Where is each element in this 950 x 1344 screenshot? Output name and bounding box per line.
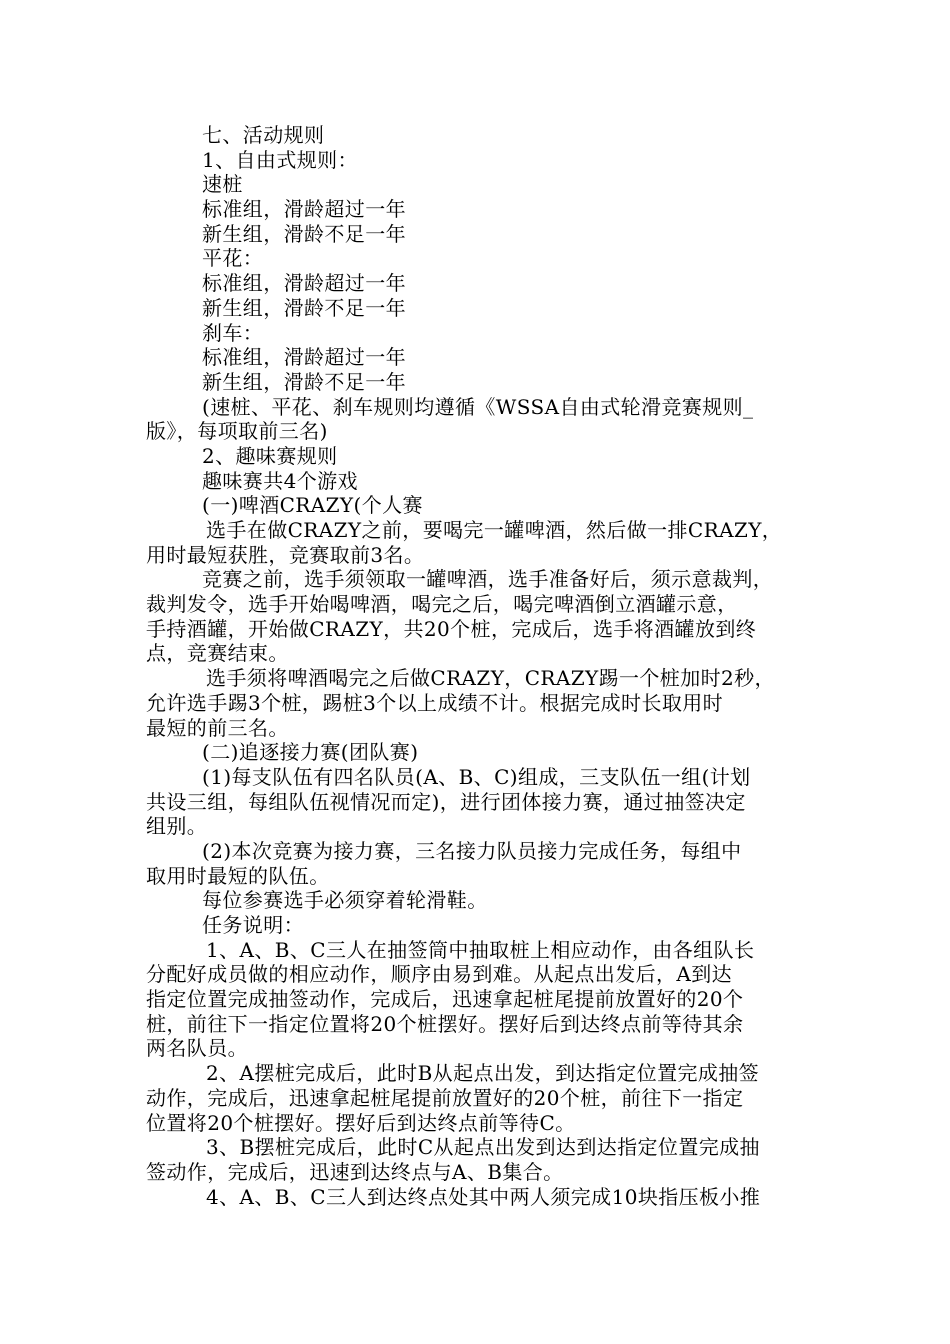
- task2-line1: 2、A摆桩完成后，此时B从起点出发，到达指定位置完成抽签: [206, 1061, 760, 1086]
- game1-para2-line3: 手持酒罐，开始做CRAZY，共20个桩，完成后，选手将酒罐放到终: [146, 616, 757, 641]
- game2-para2-line1: (2)本次竞赛为接力赛，三名接力队员接力完成任务，每组中: [202, 838, 742, 863]
- game1-para3-line2: 允许选手踢3个桩，踢桩3个以上成绩不计。根据完成时长取用时: [146, 690, 724, 715]
- game2-title: (二)追逐接力赛(团队赛): [202, 740, 419, 765]
- flat-standard-group: 标准组，滑龄超过一年: [202, 271, 406, 296]
- speed-slalom-title: 速桩: [202, 172, 243, 197]
- game2-para1-line2: 共设三组，每组队伍视情况而定)，进行团体接力赛，通过抽签决定: [146, 789, 746, 814]
- game2-para2-line2: 取用时最短的队伍。: [146, 863, 330, 888]
- task3-line2: 签动作，完成后，迅速到达终点与A、B集合。: [146, 1159, 564, 1184]
- task1-line2: 分配好成员做的相应动作，顺序由易到难。从起点出发后，A到达: [146, 962, 733, 987]
- game1-para2-line1: 竞赛之前，选手须领取一罐啤酒，选手准备好后，须示意裁判，: [202, 567, 774, 592]
- freestyle-rules-title: 1、自由式规则：: [202, 147, 358, 172]
- task1-line5: 两名队员。: [146, 1036, 248, 1061]
- game1-para1-line1: 选手在做CRAZY之前，要喝完一罐啤酒，然后做一排CRAZY，: [206, 518, 783, 542]
- game2-para1-line3: 组别。: [146, 814, 208, 839]
- document-page: [146, 123, 810, 1209]
- flat-new-group: 新生组，滑龄不足一年: [202, 295, 406, 320]
- game2-para1-line1: (1)每支队伍有四名队员(A、B、C)组成，三支队伍一组(计划: [202, 764, 751, 789]
- task1-line3: 指定位置完成抽签动作，完成后，迅速拿起桩尾提前放置好的20个: [146, 987, 744, 1012]
- game1-para2-line2: 裁判发令，选手开始喝啤酒，喝完之后，喝完啤酒倒立酒罐示意，: [146, 592, 738, 617]
- rules-note-line-1: (速桩、平花、刹车规则均遵循《WSSA自由式轮滑竞赛规则_: [202, 394, 754, 419]
- task2-line3: 位置将20个桩摆好。摆好后到达终点前等待C。: [146, 1110, 576, 1135]
- speed-new-group: 新生组，滑龄不足一年: [202, 221, 406, 246]
- speed-standard-group: 标准组，滑龄超过一年: [202, 197, 406, 222]
- game1-para2-line4: 点，竞赛结束。: [146, 641, 289, 666]
- brake-title: 刹车：: [202, 320, 264, 345]
- task2-line2: 动作，完成后，迅速拿起桩尾提前放置好的20个桩，前往下一指定: [146, 1085, 744, 1110]
- task-title: 任务说明：: [202, 913, 304, 937]
- task1-line4: 桩，前往下一指定位置将20个桩摆好。摆好后到达终点前等待其余: [146, 1011, 744, 1036]
- rules-note-line-2: 版》，每项取前三名): [146, 419, 328, 444]
- game1-para3-line1: 选手须将啤酒喝完之后做CRAZY，CRAZY踢一个桩加时2秒，: [206, 666, 775, 691]
- brake-new-group: 新生组，滑龄不足一年: [202, 369, 406, 394]
- game1-title: (一)啤酒CRAZY(个人赛: [202, 493, 423, 518]
- section-heading: 七、活动规则: [202, 123, 325, 147]
- task4-line1: 4、A、B、C三人到达终点处其中两人须完成10块指压板小推: [206, 1184, 761, 1209]
- flat-title: 平花：: [202, 246, 264, 271]
- task1-line1: 1、A、B、C三人在抽签筒中抽取桩上相应动作，由各组队长: [206, 937, 755, 962]
- fun-rules-title: 2、趣味赛规则: [202, 443, 338, 468]
- brake-standard-group: 标准组，滑龄超过一年: [202, 345, 406, 370]
- game2-skates-note: 每位参赛选手必须穿着轮滑鞋。: [202, 888, 488, 913]
- game1-para3-line3: 最短的前三名。: [146, 715, 289, 740]
- game1-para1-line2: 用时最短获胜，竞赛取前3名。: [146, 542, 425, 567]
- fun-rules-intro: 趣味赛共4个游戏: [202, 468, 358, 493]
- task3-line1: 3、B摆桩完成后，此时C从起点出发到达到达指定位置完成抽: [206, 1135, 760, 1160]
